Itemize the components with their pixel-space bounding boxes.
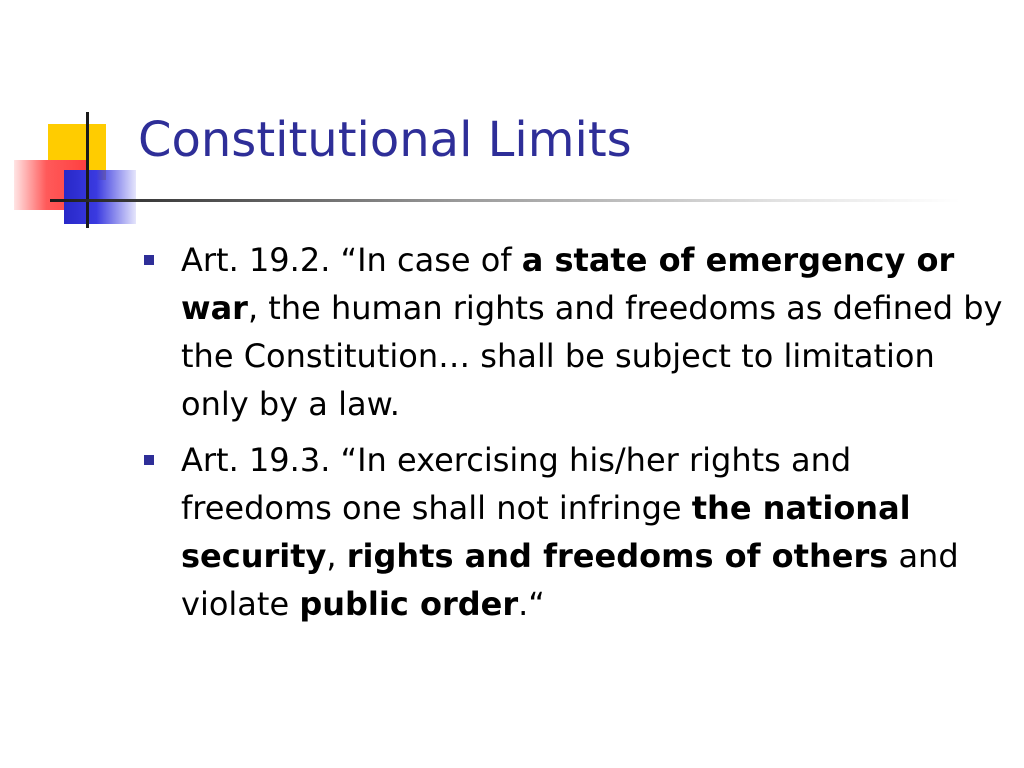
blue-square-shape — [64, 170, 136, 224]
vertical-rule — [86, 112, 89, 228]
bold-text-segment: the national security — [181, 489, 911, 575]
bullet-item — [144, 236, 1004, 428]
bullet-text — [181, 441, 959, 623]
bullet-item — [144, 436, 1004, 628]
bullet-text — [181, 241, 1002, 423]
title-underline-rule — [50, 199, 960, 202]
text-segment: , the human rights and freedoms as defined by the Constitution… shall be subject to limitation only by a law. — [181, 289, 1003, 423]
text-segment: Art. 19.2. “In case of — [181, 241, 522, 279]
bullet-square-icon — [144, 455, 154, 465]
bold-text-segment: rights and freedoms of others — [346, 537, 889, 575]
slide-design-logo — [0, 0, 150, 240]
text-segment: .“ — [518, 585, 545, 623]
bold-text-segment: public order — [299, 585, 519, 623]
slide-title: Constitutional Limits — [138, 112, 632, 168]
text-segment: and violate — [181, 537, 959, 623]
bold-text-segment: a state of emergency or war — [181, 241, 955, 327]
bullet-list — [144, 236, 1004, 636]
text-segment: Art. 19.3. “In exercising his/her rights and freedoms one shall not infringe — [181, 441, 852, 527]
bullet-square-icon — [144, 255, 154, 265]
text-segment: , — [326, 537, 347, 575]
